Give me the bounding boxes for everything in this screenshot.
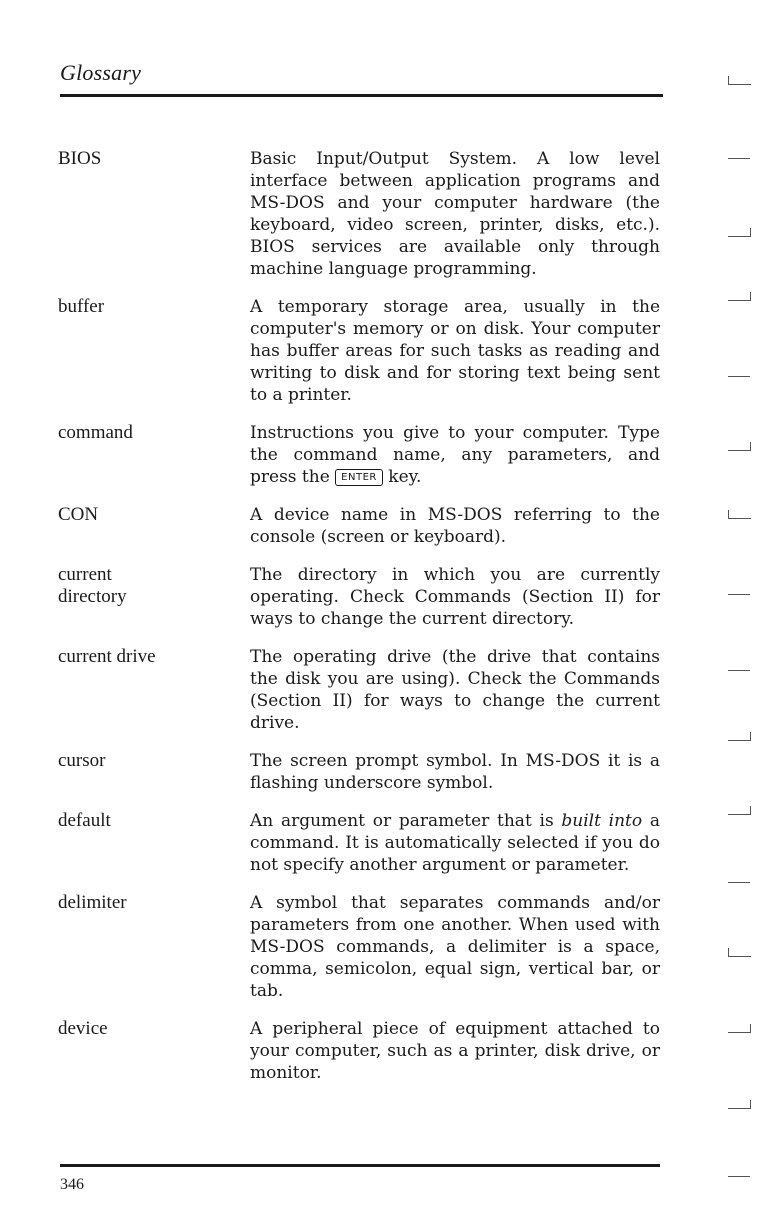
glossary-entry-delimiter <box>58 892 668 1002</box>
term: buffer <box>58 296 105 317</box>
definition <box>250 422 660 488</box>
term: cursor <box>58 750 106 771</box>
margin-mark-icon <box>728 510 751 519</box>
term: BIOS <box>58 148 102 169</box>
margin-mark-icon <box>728 586 750 595</box>
glossary-entry-default <box>58 810 668 876</box>
binding-margin-marks <box>722 70 762 1180</box>
margin-mark-icon <box>728 228 751 237</box>
definition: The screen prompt symbol. In MS-DOS it is a flashing underscore symbol. <box>250 751 660 793</box>
definition: A peripheral piece of equipment attached to your computer, such as a printer, disk drive, or monitor. <box>250 1019 660 1083</box>
margin-mark-icon <box>728 806 751 815</box>
margin-mark-icon <box>728 662 750 671</box>
margin-mark-icon <box>728 368 750 377</box>
margin-mark-icon <box>728 1024 751 1033</box>
glossary-entry-bios <box>58 148 668 280</box>
margin-mark-icon <box>728 732 751 741</box>
glossary-entries <box>58 148 668 1100</box>
header-rule <box>60 94 663 97</box>
term: current drive <box>58 646 156 667</box>
footer-rule <box>60 1164 660 1167</box>
term: current directory <box>58 564 127 607</box>
glossary-entry-current-drive <box>58 646 668 734</box>
margin-mark-icon <box>728 150 750 159</box>
definition: The operating drive (the drive that contains the disk you are using). Check the Commands (Section II) for ways to change the current drive. <box>250 647 660 733</box>
margin-mark-icon <box>728 948 751 957</box>
glossary-entry-buffer <box>58 296 668 406</box>
definition-text: Instructions you give to your computer. Type the command name, any parameters, and press the <box>250 423 660 487</box>
term: CON <box>58 504 99 525</box>
definition <box>250 810 660 876</box>
margin-mark-icon <box>728 1100 751 1109</box>
glossary-entry-command <box>58 422 668 488</box>
definition: A temporary storage area, usually in the computer's memory or on disk. Your computer has buffer areas for such tasks as reading and writing to disk and for storing text being sent to a printer. <box>250 297 660 405</box>
term: default <box>58 810 111 831</box>
glossary-entry-device <box>58 1018 668 1084</box>
definition: Basic Input/Output System. A low level interface between application programs and MS-DOS and your computer hardware (the keyboard, video screen, printer, disks, etc.). BIOS services are available only through machine language programming. <box>250 149 660 279</box>
definition: The directory in which you are currently operating. Check Commands (Section II) for ways to change the current directory. <box>250 565 660 629</box>
term: command <box>58 422 133 443</box>
definition-text: key. <box>388 467 422 487</box>
term: device <box>58 1018 108 1039</box>
glossary-entry-current-directory <box>58 564 668 630</box>
page-number: 346 <box>60 1176 84 1193</box>
margin-mark-icon <box>728 292 751 301</box>
margin-mark-icon <box>728 442 751 451</box>
enter-key-icon: ENTER <box>335 469 383 486</box>
definition: A device name in MS-DOS referring to the console (screen or keyboard). <box>250 505 660 547</box>
glossary-entry-cursor <box>58 750 668 794</box>
margin-mark-icon <box>728 1168 750 1177</box>
definition-text: a command. It is automatically selected if you do not specify another argument or parameter. <box>250 811 660 875</box>
definition: A symbol that separates commands and/or parameters from one another. When used with MS-DOS commands, a delimiter is a space, comma, semicolon, equal sign, vertical bar, or tab. <box>250 893 660 1001</box>
running-head-title: Glossary <box>60 60 142 85</box>
margin-mark-icon <box>728 76 751 85</box>
term: delimiter <box>58 892 127 913</box>
definition-emphasis: built into <box>561 811 643 831</box>
definition-text: An argument or parameter that is <box>250 811 554 831</box>
glossary-entry-con <box>58 504 668 548</box>
margin-mark-icon <box>728 874 750 883</box>
